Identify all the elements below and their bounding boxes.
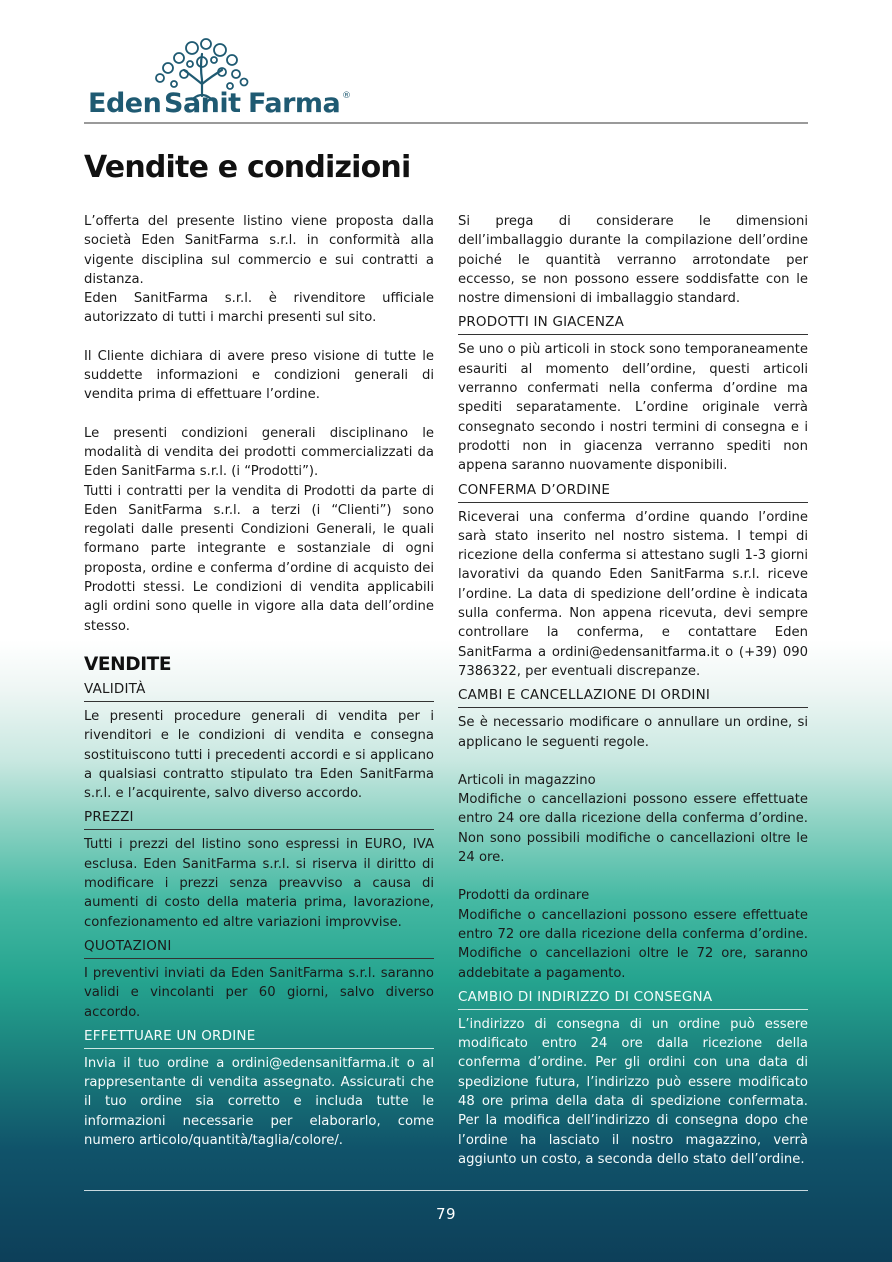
page-title: Vendite e condizioni	[84, 150, 411, 185]
subheading-effettuare-ordine: EFFETTUARE UN ORDINE	[84, 1028, 434, 1049]
subheading-prezzi: PREZZI	[84, 809, 434, 830]
brand-logo	[84, 36, 354, 120]
intro-paragraph: Le presenti condizioni generali disciplinano le modalità di vendita dei prodotti commercializzati da Eden SanitFarma s.r.l. (i “Prodotti”).	[84, 425, 434, 480]
subheading-cambi-cancellazione: CAMBI E CANCELLAZIONE DI ORDINI	[458, 687, 808, 708]
subheading-cambio-indirizzo: CAMBIO DI INDIRIZZO DI CONSEGNA	[458, 989, 808, 1010]
left-column	[84, 212, 434, 1150]
svg-text:Sanit: Sanit	[164, 88, 241, 119]
intro-paragraph: Il Cliente dichiara di avere preso visione di tutte le suddette informazioni e condizioni generali di vendita prima di effettuare l’ordine.	[84, 348, 434, 403]
svg-text:Farma: Farma	[248, 88, 341, 119]
effettuare-ordine-text: Invia il tuo ordine a ordini@edensanitfarma.it o al rappresentante di vendita assegnato. Assicurati che il tuo ordine sia corretto e includa tutte le informazioni necessarie per elaborarlo, come numero articolo/quantità/taglia/colore/.	[84, 1055, 434, 1148]
footer-divider	[84, 1190, 808, 1191]
conferma-text: Riceverai una conferma d’ordine quando l’ordine sarà stato inserito nel nostro sistema. I tempi di ricezione della conferma si attestano sugli 1-3 giorni lavorativi da quando Eden SanitFarma s.r.l. riceve l’ordine. La data di spedizione dell’ordine è indicata sulla conferma. Non appena ricevuta, devi sempre controllare la conferma, e contattare Eden SanitFarma a ordini@edensanitfarma.it o (+39) 090 7386322, per eventuali discrepanze.	[458, 509, 808, 679]
ordinare-label: Prodotti da ordinare	[458, 888, 590, 904]
tree-icon	[84, 36, 354, 120]
quotazioni-text: I preventivi inviati da Eden SanitFarma s.r.l. saranno validi e vincolanti per 60 giorni, salvo diverso accordo.	[84, 965, 434, 1020]
section-title-vendite: VENDITE	[84, 653, 172, 675]
page-number: 79	[435, 1205, 457, 1223]
right-column	[458, 212, 808, 1169]
subheading-quotazioni: QUOTAZIONI	[84, 938, 434, 959]
subheading-validita: VALIDITÀ	[84, 681, 434, 702]
ordinare-text: Modifiche o cancellazioni possono essere effettuate entro 72 ore dalla ricezione della conferma d’ordine. Modifiche o cancellazioni oltre le 72 ore, saranno addebitate a pagamento.	[458, 907, 808, 981]
svg-text:®: ®	[342, 91, 351, 101]
subheading-conferma-ordine: CONFERMA D’ORDINE	[458, 482, 808, 503]
cambi-intro: Se è necessario modificare o annullare un ordine, si applicano le seguenti regole.	[458, 715, 808, 750]
validita-text: Le presenti procedure generali di vendita per i rivenditori e le condizioni di vendita e consegna sostituiscono tutti i precedenti accordi e si applicano a qualsiasi contratto stipulato tra Eden SanitFarma s.r.l. e l’acquirente, salvo diverso accordo.	[84, 708, 434, 802]
magazzino-text: Modifiche o cancellazioni possono essere effettuate entro 24 ore dalla ricezione della conferma d’ordine. Non sono possibili modifiche o cancellazioni oltre le 24 ore.	[458, 792, 808, 866]
indirizzo-text: L’indirizzo di consegna di un ordine può essere modificato entro 24 ore dalla ricezione della conferma d’ordine. Per gli ordini con una data di spedizione futura, l’indirizzo può essere modificato 48 ore prima della data di spedizione confermata. Per la modifica dell’indirizzo di consegna dopo che l’ordine ha lasciato il nostro magazzino, verrà aggiunto un costo, a seconda dello stato dell’ordine.	[458, 1016, 808, 1167]
svg-text:Eden: Eden	[88, 88, 162, 119]
subheading-prodotti-giacenza: PRODOTTI IN GIACENZA	[458, 314, 808, 335]
effettuare-ordine-continuation: Si prega di considerare le dimensioni dell’imballaggio durante la compilazione dell’ordine poiché le quantità verranno arrotondate per eccesso, se non possono essere soddisfatte con le nostre dimensioni di imballaggio standard.	[458, 214, 808, 307]
intro-paragraph: L’offerta del presente listino viene proposta dalla società Eden SanitFarma s.r.l. in conformità alla vigente disciplina sul commercio e sui contratti a distanza.	[84, 214, 434, 287]
giacenza-text: Se uno o più articoli in stock sono temporaneamente esauriti al momento dell’ordine, questi articoli verranno confermati nella conferma d’ordine ma spediti separatamente. L’ordine originale verrà consegnato secondo i nostri termini di consegna e i prodotti non in giacenza verranno spediti non appena saranno nuovamente disponibili.	[458, 342, 808, 474]
magazzino-label: Articoli in magazzino	[458, 772, 596, 788]
prezzi-text: Tutti i prezzi del listino sono espressi in EURO, IVA esclusa. Eden SanitFarma s.r.l. si riserva il diritto di modificare i prezzi senza preavviso a causa di aumenti di costo della materia prima, lavorazione, confezionamento ed altre variazioni improvvise.	[84, 837, 434, 930]
intro-paragraph: Tutti i contratti per la vendita di Prodotti da parte di Eden SanitFarma s.r.l. a terzi (i “Clienti”) sono regolati dalle presenti Condizioni Generali, le quali formano parte integrante e sostanziale di ogni proposta, ordine e conferma d’ordine di acquisto dei Prodotti stessi. Le condizioni di vendita applicabili agli ordini sono quelle in vigore alla data dell’ordine stesso.	[84, 483, 434, 634]
header-divider	[84, 122, 808, 124]
intro-paragraph: Eden SanitFarma s.r.l. è rivenditore ufficiale autorizzato di tutti i marchi presenti sul sito.	[84, 291, 434, 326]
